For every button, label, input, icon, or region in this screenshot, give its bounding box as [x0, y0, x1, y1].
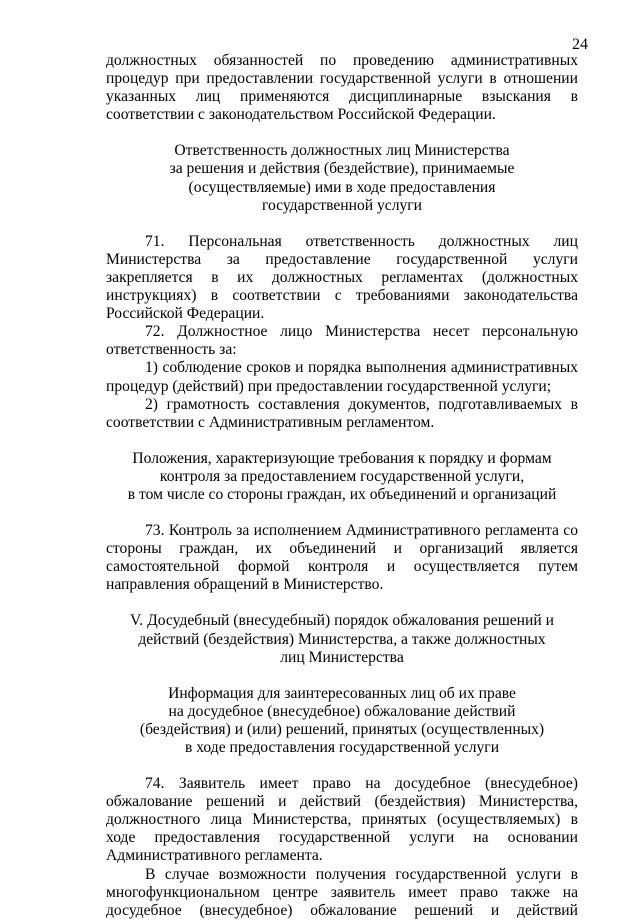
paragraph-73: 73. Контроль за исполнением Административного регламента со стороны граждан, их объединений и организаций является самостоятельной формой контроля и осуществляется путем направления обращений в Министерство. [106, 522, 578, 594]
spacer [106, 215, 578, 233]
paragraph-74: 74. Заявитель имеет право на досудебное (внесудебное) обжалование решений и действий (бездействия) Министерства, должностного лица Министерства, принятых (осуществляемых) в ходе предоставления государственной услуги на основании Административного регламента. [106, 775, 578, 865]
heading-line: Ответственность должностных лиц Министерства [174, 142, 510, 160]
heading-line: в том числе со стороны граждан, их объединений и организаций [127, 485, 557, 503]
heading-line: государственной услуги [261, 196, 423, 214]
heading-line: контроля за предоставлением государственной услуги, [159, 467, 525, 485]
heading-line: Информация для заинтересованных лиц об их праве [168, 684, 516, 702]
spacer [106, 757, 578, 775]
heading-line: в ходе предоставления государственной услуги [184, 739, 500, 756]
page-number: 24 [572, 36, 588, 53]
spacer [106, 124, 578, 142]
spacer [106, 504, 578, 522]
paragraph-72-item-2: 2) грамотность составления документов, подготавливаемых в соответствии с Административным регламентом. [106, 395, 578, 431]
heading-line: (бездействия) и (или) решений, принятых (осуществленных) [139, 720, 545, 738]
paragraph-72: 72. Должностное лицо Министерства несет персональную ответственность за: [106, 323, 578, 359]
heading-line: за решения и действия (бездействие), принимаемые [169, 160, 515, 178]
chapter-heading-v [106, 612, 578, 666]
heading-line: на досудебное (внесудебное) обжалование действий [168, 702, 516, 720]
section-heading-appeal-info [106, 685, 578, 757]
heading-line: (осуществляемые) ими в ходе предоставления [188, 178, 496, 196]
heading-line: Положения, характеризующие требования к порядку и формам [132, 449, 552, 467]
spacer [106, 667, 578, 685]
document-body [106, 52, 578, 920]
paragraph-72-item-1: 1) соблюдение сроков и порядка выполнения административных процедур (действий) при предоставлении государственной услуги; [106, 359, 578, 395]
section-heading-responsibility [106, 142, 578, 214]
spacer [106, 594, 578, 612]
paragraph-74-mfc: В случае возможности получения государственной услуги в многофункциональном центре заявитель имеет право также на досудебное (внесудебное) обжалование решений и действий [106, 865, 578, 919]
section-heading-control [106, 450, 578, 504]
heading-line: V. Досудебный (внесудебный) порядок обжалования решений и [130, 612, 554, 630]
heading-line: действий (бездействия) Министерства, а также должностных [138, 630, 546, 648]
heading-line: лиц Министерства [280, 648, 404, 666]
paragraph-71: 71. Персональная ответственность должностных лиц Министерства за предоставление государственной услуги закрепляется в их должностных регламентах (должностных инструкциях) в соответствии с требованиями законодательства Российской Федерации. [106, 232, 578, 323]
paragraph-continuation: должностных обязанностей по проведению административных процедур при предоставлении государственной услуги в отношении указанных лиц применяются дисциплинарные взыскания в соответствии с законодательством Российской Федерации. [106, 52, 578, 124]
spacer [106, 432, 578, 450]
